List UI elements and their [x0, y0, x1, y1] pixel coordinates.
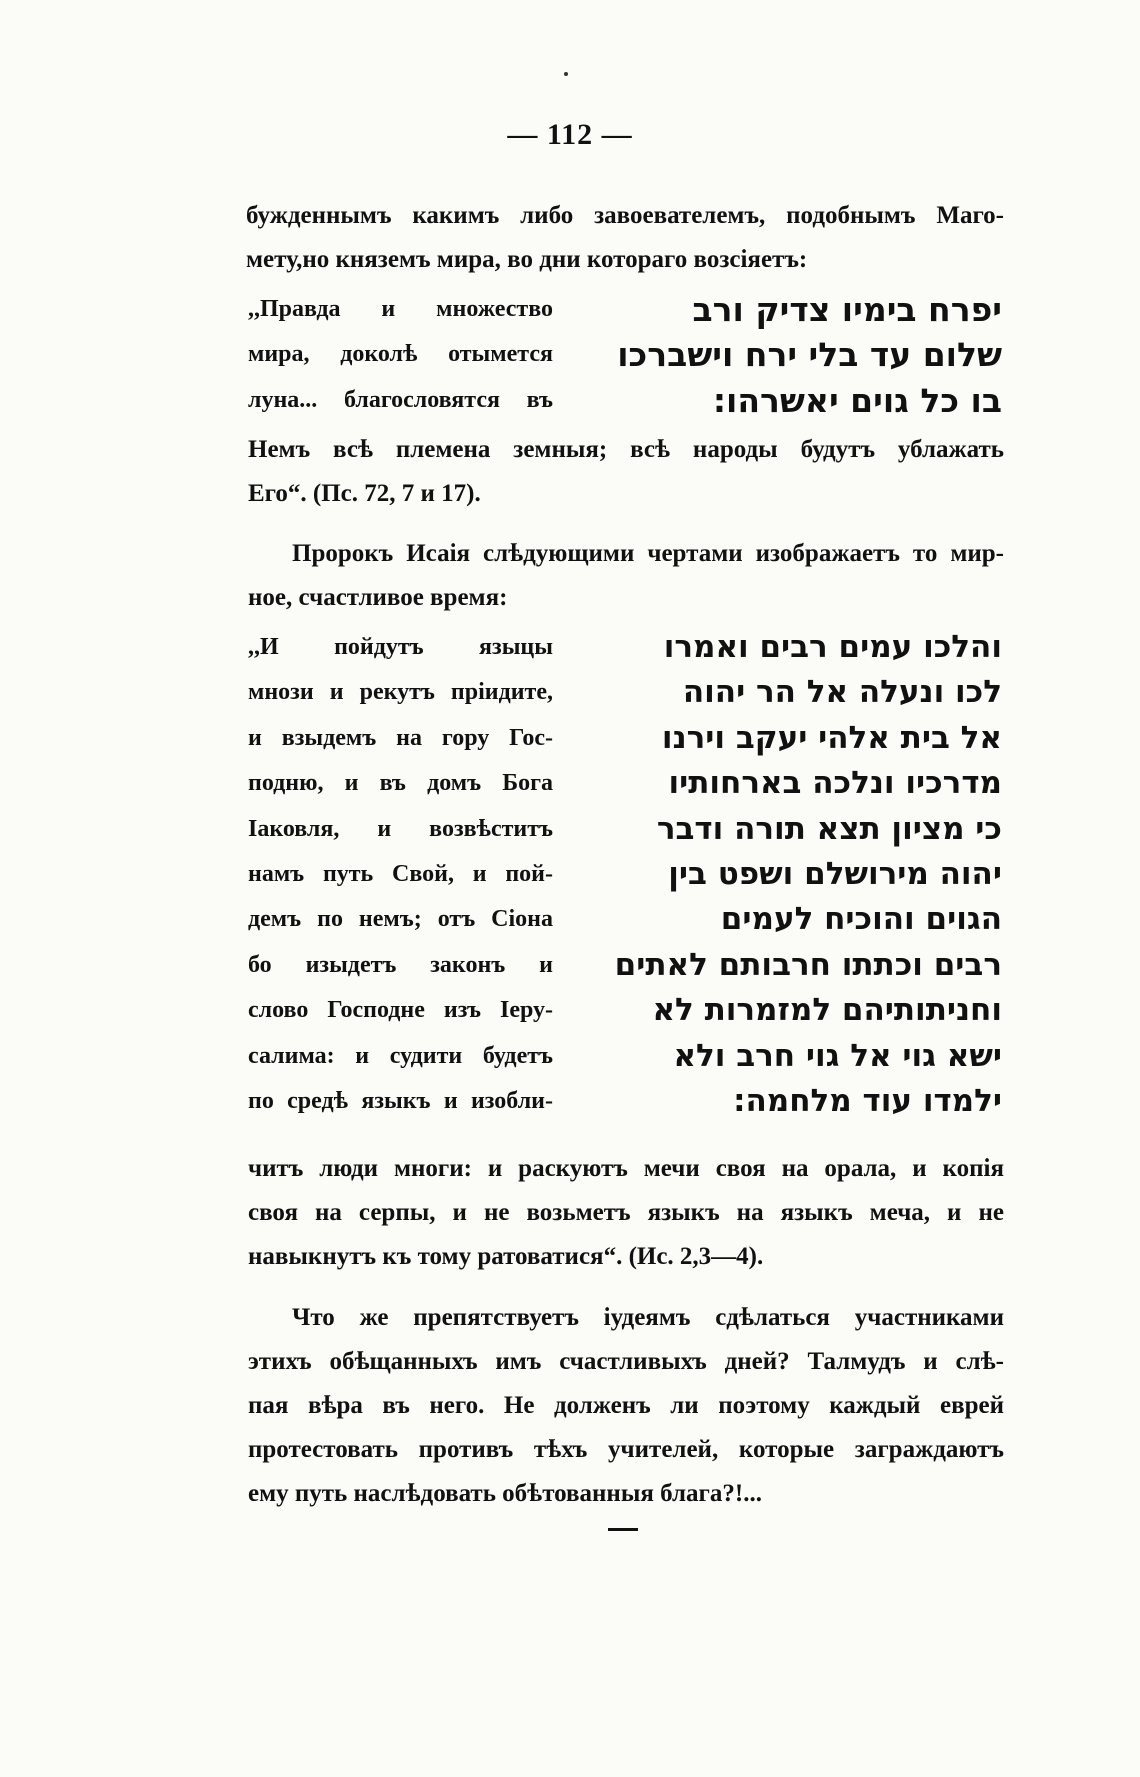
text-line: Немъ всѣ племена земныя; всѣ народы будутъ ублажать: [248, 436, 1004, 463]
text-line: навыкнутъ къ тому ратоватися“. (Ис. 2,3—4).: [248, 1243, 764, 1270]
hebrew-line: לכו ונעלה אל הר יהוה: [682, 674, 1002, 711]
text-line: мету,но княземъ мира, во дни котораго возсіяетъ:: [246, 246, 808, 273]
hebrew-line: הגוים והוכיח לעמים: [720, 901, 1002, 938]
hebrew-line: והלכו עמים רבים ואמרו: [663, 629, 1002, 665]
text-line: по средѣ языкъ и изобли-: [248, 1087, 553, 1114]
text-line: бо изыдетъ законъ и: [248, 951, 553, 978]
text-line: этихъ обѣщанныхъ имъ счастливыхъ дней? Талмудъ и слѣ-: [248, 1348, 1004, 1375]
paragraph-1: [246, 194, 1004, 282]
text-line: пая вѣра въ него. Не долженъ ли поэтому каждый еврей: [248, 1392, 1004, 1419]
text-line: подню, и въ домъ Бога: [248, 770, 553, 797]
quote-2-continuation: [248, 1147, 1004, 1279]
text-line: Іаковля, и возвѣститъ: [248, 815, 553, 842]
quote-2-hebrew: [580, 625, 1002, 1124]
hebrew-line: יפרח בימיו צדיק ורב: [692, 290, 1002, 329]
hebrew-line: ילמדו עוד מלחמה:: [733, 1082, 1002, 1119]
text-line: и взыдемъ на гору Гос-: [248, 724, 553, 751]
quote-2-russian: [248, 625, 553, 1124]
quote-1-continuation: [248, 428, 1004, 516]
text-line: слово Господне изъ Іеру-: [248, 997, 553, 1024]
hebrew-line: מדרכיו ונלכה בארחותיו: [668, 765, 1002, 802]
text-line: Его“. (Пс. 72, 7 и 17).: [248, 480, 481, 507]
text-line: намъ путь Свой, и пой-: [248, 860, 553, 887]
printer-mark: [564, 72, 568, 76]
paragraph-2: [248, 532, 1004, 620]
text-line: Что же препятствуетъ іудеямъ сдѣлаться участниками: [292, 1304, 1004, 1331]
text-line: мнози и рекутъ пріидите,: [248, 679, 553, 706]
text-line: мира, доколѣ отымется: [248, 341, 553, 368]
text-line: ,,И пойдутъ языцы: [248, 634, 553, 660]
text-line: луна... благословятся въ: [248, 386, 553, 413]
text-line: ное, счастливое время:: [248, 584, 508, 611]
text-line: бужденнымъ какимъ либо завоевателемъ, подобнымъ Маго-: [246, 202, 1004, 229]
hebrew-line: שלום עד בלי ירח וישברכו: [617, 335, 1002, 375]
paragraph-3: [248, 1296, 1004, 1516]
text-line: своя на серпы, и не возьметъ языкъ на языкъ меча, и не: [248, 1199, 1004, 1226]
hebrew-line: אל בית אלהי יעקב וירנו: [661, 719, 1002, 756]
page-number: — 112 —: [507, 118, 633, 151]
hebrew-line: בו כל גוים יאשרהו:: [712, 380, 1002, 420]
quote-1-hebrew: [580, 287, 1002, 423]
hebrew-line: רבים וכתתו חרבותם לאתים: [614, 946, 1002, 983]
text-line: протестовать противъ тѣхъ учителей, которые заграждаютъ: [248, 1436, 1004, 1463]
hebrew-line: וחניתותיהם למזמרות לא: [652, 992, 1002, 1029]
text-line: салима: и судити будетъ: [248, 1042, 553, 1069]
text-line: ,,Правда и множество: [248, 296, 553, 322]
text-line: ему путь наслѣдовать обѣтованныя блага?!...: [248, 1480, 762, 1507]
text-line: читъ люди многи: и раскуютъ мечи своя на орала, и копія: [248, 1155, 1004, 1182]
hebrew-line: ישא גוי אל גוי חרב ולא: [673, 1037, 1002, 1074]
hebrew-line: כי מציון תצא תורה ודבר: [656, 810, 1002, 847]
text-line: Пророкъ Исаія слѣдующими чертами изображаетъ то мир-: [292, 540, 1004, 567]
end-rule: [608, 1528, 638, 1531]
quote-1-russian: [248, 287, 553, 423]
text-line: демъ по немъ; отъ Сіона: [248, 906, 553, 933]
hebrew-line: יהוה מירושלם ושפט בין: [668, 855, 1002, 892]
